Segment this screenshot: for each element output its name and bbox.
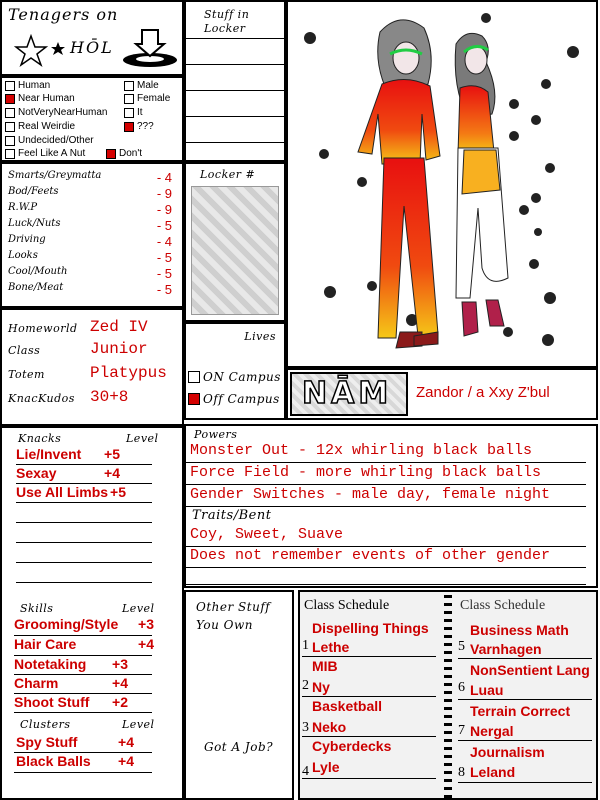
divider [186, 506, 586, 507]
stat-row [8, 234, 172, 250]
stuff-in-locker-label: Stuff in Locker [204, 8, 250, 35]
knackudos-label: KnacKudos [8, 392, 75, 405]
schedule-teacher: Leland [470, 764, 516, 780]
divider [16, 522, 152, 523]
stat-label: Bone/Meat [8, 282, 64, 293]
species-option[interactable] [5, 80, 50, 91]
divider [186, 116, 284, 117]
stat-label: Bod/Feets [8, 186, 59, 197]
powers-label: Powers [194, 428, 238, 441]
locker-number-panel [184, 162, 286, 322]
stat-value: - 5 [156, 282, 172, 297]
portrait-illustration [288, 2, 596, 366]
divider [186, 64, 284, 65]
option-label: Human [18, 80, 51, 91]
skill-row [14, 636, 154, 654]
skill-name: Charm [14, 675, 59, 691]
stat-number: 9 [164, 202, 172, 217]
knack-row [16, 446, 160, 464]
skill-row [14, 656, 128, 674]
totem-value: Platypus [90, 364, 167, 382]
option-label: ??? [137, 121, 154, 132]
skill-name: Hair Care [14, 636, 77, 652]
class-label: Class [8, 344, 41, 357]
knacks-label: Knacks [18, 432, 62, 445]
homeworld-value: Zed IV [90, 318, 148, 336]
class-schedule-panel [298, 590, 598, 800]
stat-number: 5 [164, 266, 172, 281]
species-option[interactable] [5, 107, 107, 118]
option-label: Male [137, 80, 159, 91]
off-campus-option[interactable] [188, 392, 280, 406]
stat-value: - 5 [156, 250, 172, 265]
stat-label: R.W.P [8, 202, 38, 213]
skill-row [14, 694, 128, 712]
option-label: Undecided/Other [18, 135, 94, 146]
knack-row [16, 484, 160, 502]
got-a-job-label: Got A Job? [204, 740, 274, 754]
checkbox[interactable] [5, 136, 15, 146]
schedule-teacher: Varnhagen [470, 641, 542, 657]
schedule-class: NonSentient Lang [470, 662, 590, 678]
divider [16, 542, 152, 543]
checkbox[interactable] [124, 108, 134, 118]
character-name: Zandor / a Xxy Z'bul [416, 384, 550, 401]
period-number: 4 [302, 764, 309, 779]
checkbox[interactable] [5, 81, 15, 91]
clusters-label: Clusters [20, 718, 71, 731]
checkbox[interactable] [188, 393, 200, 405]
skill-level: +2 [112, 694, 128, 710]
schedule-teacher: Nergal [470, 723, 514, 739]
lives-panel [184, 322, 286, 420]
checkbox[interactable] [5, 122, 15, 132]
stat-number: 4 [164, 170, 172, 185]
skill-level: +4 [138, 636, 154, 652]
divider [186, 142, 284, 143]
totem-row [8, 364, 184, 386]
option-label: It [137, 107, 143, 118]
skill-level: +3 [138, 616, 154, 632]
homeworld-row [8, 318, 184, 340]
option-label: Off Campus [203, 392, 280, 406]
stat-number: 4 [164, 234, 172, 249]
schedule-title-left: Class Schedule [304, 598, 390, 613]
period-number: 1 [302, 638, 309, 653]
schedule-class: Basketball [312, 698, 383, 714]
checkbox[interactable] [5, 94, 15, 104]
divider [14, 772, 152, 773]
knack-row [16, 465, 160, 483]
stat-value: - 9 [156, 202, 172, 217]
knack-level: +5 [110, 484, 126, 500]
divider [16, 502, 152, 503]
stat-number: 5 [164, 282, 172, 297]
period-number: 3 [302, 720, 309, 735]
stat-row [8, 186, 172, 202]
divider [302, 656, 436, 657]
stat-number: 5 [164, 218, 172, 233]
stat-number: 9 [164, 186, 172, 201]
divider [186, 462, 586, 463]
species-option[interactable] [5, 121, 75, 132]
period-number: 8 [458, 765, 465, 780]
clusters-level-label: Level [122, 718, 155, 731]
stat-row [8, 282, 172, 298]
stat-label: Cool/Mouth [8, 266, 68, 277]
gender-option[interactable] [124, 107, 143, 118]
skills-level-label: Level [122, 602, 155, 615]
skill-row [14, 675, 128, 693]
identity-panel [0, 308, 184, 426]
stat-value: - 5 [156, 218, 172, 233]
stat-label: Driving [8, 234, 46, 245]
divider [302, 736, 436, 737]
option-label: Feel Like A Nut [18, 148, 86, 159]
divider [186, 90, 284, 91]
option-label: ON Campus [203, 370, 281, 384]
cluster-row [16, 753, 134, 771]
checkbox[interactable] [124, 81, 134, 91]
cluster-name: Spy Stuff [16, 734, 78, 750]
lives-label: Lives [244, 330, 276, 343]
schedule-teacher: Ny [312, 679, 330, 695]
option-label: Don't [119, 148, 143, 159]
knack-name: Sexay [16, 465, 57, 481]
homeworld-label: Homeworld [8, 322, 78, 335]
checkbox[interactable] [5, 108, 15, 118]
other-stuff-label: Other Stuff You Own [196, 600, 271, 632]
divider [16, 562, 152, 563]
other-stuff-panel [184, 590, 294, 800]
cluster-level: +4 [118, 753, 134, 769]
power-item: Gender Switches - male day, female night [190, 486, 551, 503]
on-campus-option[interactable] [188, 370, 281, 384]
knack-level: +4 [104, 465, 120, 481]
schedule-class: Journalism [470, 744, 545, 760]
period-number: 5 [458, 639, 465, 654]
period-number: 2 [302, 678, 309, 693]
checkbox[interactable] [124, 94, 134, 104]
knacks-skills-panel [0, 426, 184, 800]
divider [186, 38, 284, 39]
schedule-class: Business Math [470, 622, 569, 638]
stats-panel [0, 162, 184, 308]
skill-row [14, 616, 154, 634]
divider [458, 782, 592, 783]
divider [458, 740, 592, 741]
stat-row [8, 218, 172, 234]
trait-item: Does not remember events of other gender [190, 547, 551, 564]
stuff-in-locker-panel [184, 0, 286, 162]
stat-value: - 4 [156, 170, 172, 185]
checkbox[interactable] [188, 371, 200, 383]
skill-name: Notetaking [14, 656, 87, 672]
divider [16, 582, 152, 583]
option-label: NotVeryNearHuman [18, 107, 108, 118]
option-label: Real Weirdie [18, 121, 76, 132]
stat-row [8, 170, 172, 186]
schedule-class: Cyberdecks [312, 738, 392, 754]
checkbox[interactable] [5, 149, 15, 159]
knackudos-row [8, 388, 184, 410]
gender-option[interactable] [124, 93, 170, 104]
sheet-title: Tenagers on [8, 5, 119, 24]
stat-row [8, 202, 172, 218]
name-panel [286, 368, 598, 420]
traits-label: Traits/Bent [192, 508, 272, 523]
schedule-class: MIB [312, 658, 338, 674]
schedule-teacher: Lethe [312, 639, 350, 655]
knack-level: +5 [104, 446, 120, 462]
checkbox[interactable] [124, 122, 134, 132]
title-panel [0, 0, 184, 76]
cluster-level: +4 [118, 734, 134, 750]
gender-option[interactable] [124, 121, 154, 132]
divider [186, 484, 586, 485]
stat-value: - 5 [156, 266, 172, 281]
species-gender-panel [0, 76, 184, 162]
knacks-level-label: Level [126, 432, 159, 445]
sheet-title-hol: HŌL [70, 38, 114, 57]
schedule-title-right: Class Schedule [460, 598, 546, 613]
stat-label: Looks [8, 250, 38, 261]
power-item: Force Field - more whirling black balls [190, 464, 542, 481]
skills-label: Skills [20, 602, 54, 615]
stat-label: Smarts/Greymatta [8, 170, 102, 181]
class-value: Junior [90, 340, 148, 358]
skill-level: +3 [112, 656, 128, 672]
trait-item: Coy, Sweet, Suave [190, 526, 344, 543]
divider [14, 712, 152, 713]
period-number: 7 [458, 723, 465, 738]
portal-logo [120, 26, 180, 72]
stat-number: 5 [164, 250, 172, 265]
skill-name: Grooming/Style [14, 616, 119, 632]
checkbox[interactable] [106, 149, 116, 159]
schedule-teacher: Luau [470, 682, 504, 698]
knack-name: Lie/Invent [16, 446, 82, 462]
cluster-name: Black Balls [16, 753, 91, 769]
skill-name: Shoot Stuff [14, 694, 90, 710]
character-portrait [286, 0, 598, 368]
schedule-divider [444, 592, 452, 798]
name-label-text: NĀM [302, 376, 393, 411]
skill-level: +4 [112, 675, 128, 691]
cluster-row [16, 734, 134, 752]
stat-value: - 4 [156, 234, 172, 249]
knack-name: Use All Limbs [16, 484, 109, 500]
totem-label: Totem [8, 368, 45, 381]
class-row [8, 340, 184, 362]
option-label: Near Human [18, 93, 75, 104]
name-label [290, 372, 408, 416]
stat-row [8, 250, 172, 266]
divider [186, 567, 586, 568]
species-option[interactable] [5, 93, 75, 104]
divider [302, 696, 436, 697]
divider [458, 699, 592, 700]
option-label: Female [137, 93, 171, 104]
divider [302, 778, 436, 779]
power-item: Monster Out - 12x whirling black balls [190, 442, 533, 459]
divider [458, 658, 592, 659]
locker-image [191, 186, 279, 315]
schedule-class: Terrain Correct [470, 703, 571, 719]
locker-number-label: Locker # [200, 168, 256, 181]
species-option[interactable] [5, 135, 94, 146]
schedule-teacher: Lyle [312, 759, 340, 775]
species-option[interactable] [5, 148, 85, 159]
schedule-teacher: Neko [312, 719, 347, 735]
gender-option[interactable] [124, 80, 159, 91]
knackudos-value: 30+8 [90, 388, 129, 406]
stat-row [8, 266, 172, 282]
stat-value: - 9 [156, 186, 172, 201]
schedule-class: Dispelling Things [312, 620, 429, 636]
stat-label: Luck/Nuts [8, 218, 61, 229]
powers-panel [184, 424, 598, 588]
period-number: 6 [458, 680, 465, 695]
gender-option[interactable] [106, 148, 142, 159]
stars-logo [14, 34, 68, 68]
divider [186, 584, 586, 585]
